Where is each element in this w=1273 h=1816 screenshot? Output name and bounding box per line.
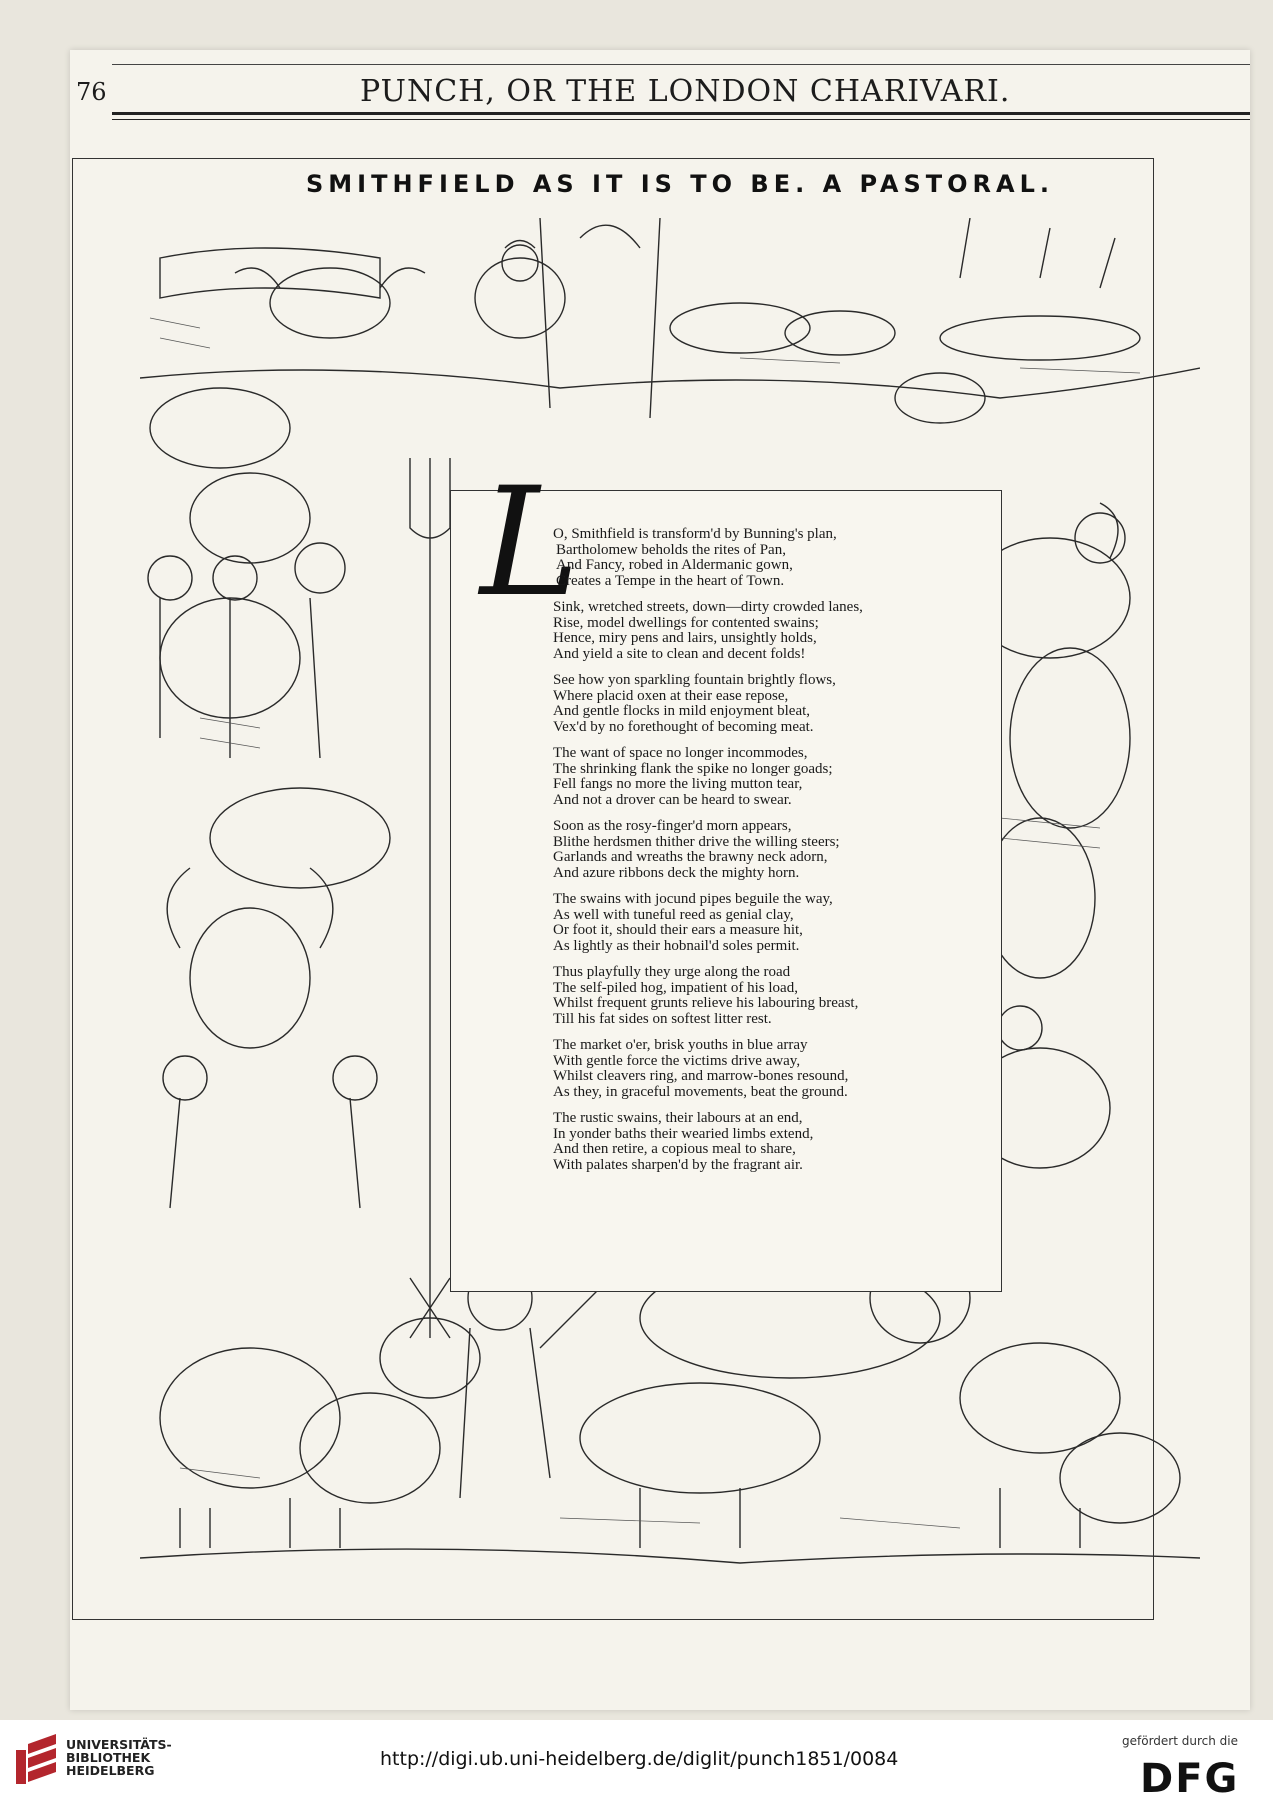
stanza	[553, 673, 993, 735]
library-name-line: BIBLIOTHEK	[66, 1750, 151, 1765]
poem-line: Blithe herdsmen thither drive the willing steers;	[553, 833, 840, 850]
poem-line: Or foot it, should their ears a measure hit,	[553, 922, 803, 938]
funding-note: gefördert durch die	[1122, 1734, 1238, 1748]
poem-line: And not a drover can be heard to swear.	[553, 791, 792, 808]
poem-line: See how yon sparkling fountain brightly flows,	[553, 672, 836, 688]
poem-line: In yonder baths their wearied limbs extend,	[553, 1125, 814, 1142]
poem-line: As lightly as their hobnail'd soles permit.	[553, 937, 800, 954]
poem-line: And then retire, a copious meal to share,	[553, 1141, 796, 1157]
poem-line: And azure ribbons deck the mighty horn.	[553, 864, 800, 881]
stanza	[553, 892, 993, 954]
poem-line: The rustic swains, their labours at an end,	[553, 1110, 803, 1126]
stanza	[553, 819, 993, 881]
poem-line: Hence, miry pens and lairs, unsightly holds,	[553, 630, 817, 646]
poem-line: Soon as the rosy-finger'd morn appears,	[553, 818, 792, 834]
header-rule-thick	[112, 112, 1250, 115]
poem-line: Where placid oxen at their ease repose,	[553, 687, 789, 704]
poem-line: Vex'd by no forethought of becoming meat.	[553, 718, 814, 735]
poem-line: Whilst frequent grunts relieve his labouring breast,	[553, 995, 859, 1011]
stanza	[553, 746, 993, 808]
poem-line: The shrinking flank the spike no longer goads;	[553, 760, 833, 777]
poem-line: With palates sharpen'd by the fragrant air.	[553, 1156, 803, 1173]
page-number: 76	[76, 78, 107, 106]
poem-line: Till his fat sides on softest litter rest.	[553, 1010, 772, 1027]
poem-line: As well with tuneful reed as genial clay,	[553, 906, 794, 923]
stanza	[553, 965, 993, 1027]
stanza	[553, 600, 993, 662]
poem-line: Bartholomew beholds the rites of Pan,	[556, 541, 786, 558]
poem-line: Fell fangs no more the living mutton tear,	[553, 776, 803, 792]
poem-line: And gentle flocks in mild enjoyment bleat,	[553, 703, 811, 719]
poem-line: Garlands and wreaths the brawny neck adorn,	[553, 849, 828, 865]
poem-line: Creates a Tempe in the heart of Town.	[556, 572, 785, 589]
running-head: PUNCH, OR THE LONDON CHARIVARI.	[360, 74, 1011, 109]
poem-line: And Fancy, robed in Aldermanic gown,	[556, 557, 793, 573]
library-name	[66, 1738, 172, 1777]
stanza	[553, 527, 993, 589]
poem-line: The want of space no longer incommodes,	[553, 745, 808, 761]
library-name-line: HEIDELBERG	[66, 1763, 155, 1778]
digitization-footer	[0, 1720, 1273, 1816]
header-rule-thin	[112, 119, 1250, 120]
dfg-logo: DFG	[1140, 1756, 1240, 1802]
poem-line: Rise, model dwellings for contented swains;	[553, 614, 819, 631]
poem-line: As they, in graceful movements, beat the ground.	[553, 1083, 848, 1100]
poem-line: Whilst cleavers ring, and marrow-bones resound,	[553, 1068, 849, 1084]
poem-line: The market o'er, brisk youths in blue array	[553, 1037, 808, 1053]
poem-line: The swains with jocund pipes beguile the way,	[553, 891, 833, 907]
poem-text	[553, 527, 993, 1184]
poem-line: The self-piled hog, impatient of his load,	[553, 979, 798, 996]
poem-line: With gentle force the victims drive away,	[553, 1052, 801, 1069]
library-name-line: UNIVERSITÄTS-	[66, 1737, 172, 1752]
article-title: SMITHFIELD AS IT IS TO BE. A PASTORAL.	[306, 170, 1054, 198]
poem-line: Thus playfully they urge along the road	[553, 964, 791, 980]
poem-line: And yield a site to clean and decent folds!	[553, 645, 806, 662]
poem-line: O, Smithfield is transform'd by Bunning's plan,	[553, 526, 837, 542]
poem-line: Sink, wretched streets, down—dirty crowded lanes,	[553, 599, 863, 615]
permalink-url[interactable]: http://digi.ub.uni-heidelberg.de/diglit/punch1851/0084	[380, 1748, 899, 1770]
header-top-rule	[112, 64, 1250, 65]
stanza	[553, 1111, 993, 1173]
drop-cap: L	[480, 456, 580, 630]
stanza	[553, 1038, 993, 1100]
